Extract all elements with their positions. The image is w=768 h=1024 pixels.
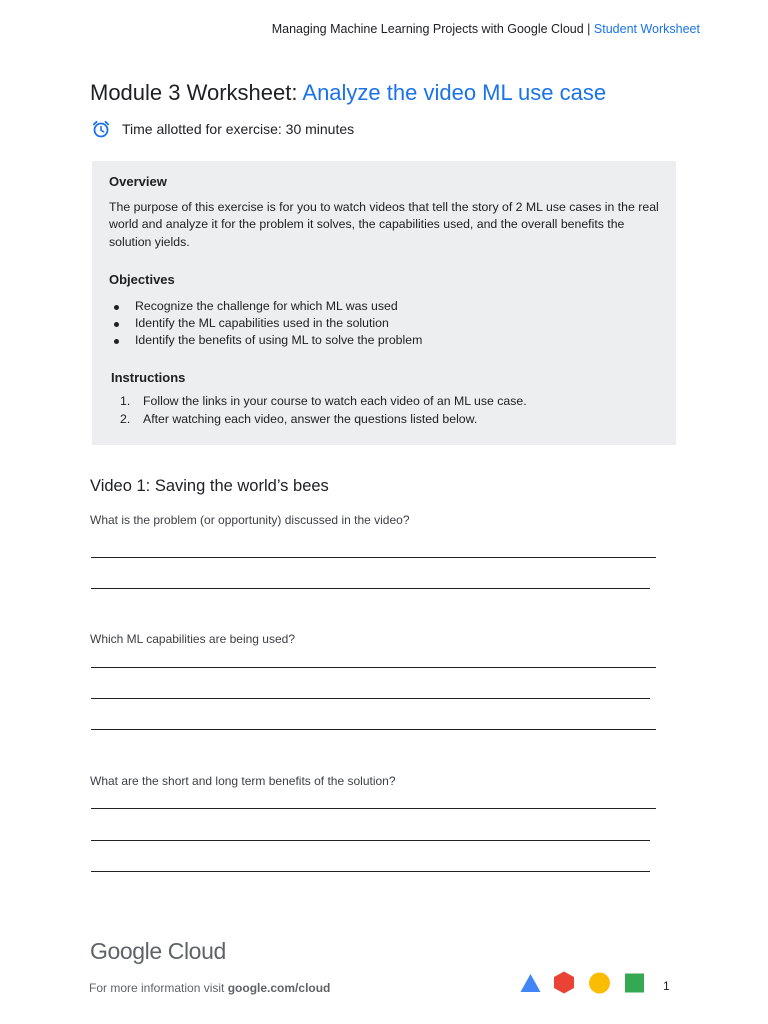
instruction-item	[109, 393, 659, 411]
answer-line[interactable]	[91, 557, 656, 558]
answer-line[interactable]	[91, 840, 650, 841]
alarm-clock-icon	[91, 119, 111, 139]
running-header	[272, 22, 700, 36]
objectives-list	[109, 298, 659, 349]
instructions-heading: Instructions	[111, 369, 186, 385]
footer-info-text: For more information visit	[89, 981, 225, 995]
doc-type: Student Worksheet	[593, 22, 700, 36]
objective-item: Recognize the challenge for which ML was used	[109, 298, 659, 315]
time-allotted-text: Time allotted for exercise: 30 minutes	[122, 121, 355, 137]
overview-heading: Overview	[109, 174, 167, 189]
objective-item: Identify the ML capabilities used in the solution	[109, 315, 659, 332]
video1-title: Video 1: Saving the world’s bees	[90, 477, 329, 495]
google-cloud-logo: Google Cloud	[90, 938, 226, 964]
instruction-item	[109, 411, 659, 429]
triangle-icon	[521, 974, 541, 992]
page-title	[90, 80, 606, 106]
footer-info	[89, 981, 330, 995]
instructions-list	[109, 393, 659, 428]
instruction-number: 1.	[120, 394, 131, 408]
circle-icon	[589, 973, 610, 994]
objectives-heading: Objectives	[109, 272, 175, 287]
answer-line[interactable]	[91, 871, 650, 872]
title-accent: Analyze the video ML use case	[302, 80, 607, 105]
course-name: Managing Machine Learning Projects with Google Cloud |	[271, 22, 591, 36]
question-capabilities: Which ML capabilities are being used?	[90, 632, 296, 646]
answer-line[interactable]	[91, 729, 656, 730]
instruction-number: 2.	[120, 411, 131, 426]
question-problem: What is the problem (or opportunity) discussed in the video?	[90, 513, 410, 527]
overview-box	[92, 161, 676, 445]
footer-link[interactable]: google.com/cloud	[227, 981, 331, 995]
instruction-text: Follow the links in your course to watch each video of an ML use case.	[143, 394, 527, 408]
objective-item: Identify the benefits of using ML to solve the problem	[109, 332, 659, 349]
overview-body: The purpose of this exercise is for you to watch videos that tell the story of 2 ML use cases in the real world and analyze it for the problem it solves, the capabilities used, and the overall benefits the solution yields.	[109, 199, 659, 249]
title-prefix: Module 3 Worksheet:	[90, 80, 298, 105]
hexagon-icon	[554, 972, 574, 994]
question-benefits: What are the short and long term benefits of the solution?	[90, 774, 396, 788]
answer-line[interactable]	[91, 588, 650, 589]
page-number: 1	[663, 979, 670, 993]
instruction-text: After watching each video, answer the questions listed below.	[143, 411, 478, 426]
answer-line[interactable]	[91, 698, 650, 699]
time-allotted-row	[91, 119, 354, 139]
brand-shapes	[520, 970, 650, 1005]
square-icon	[625, 974, 644, 993]
answer-line[interactable]	[91, 808, 656, 809]
answer-line[interactable]	[91, 667, 656, 668]
